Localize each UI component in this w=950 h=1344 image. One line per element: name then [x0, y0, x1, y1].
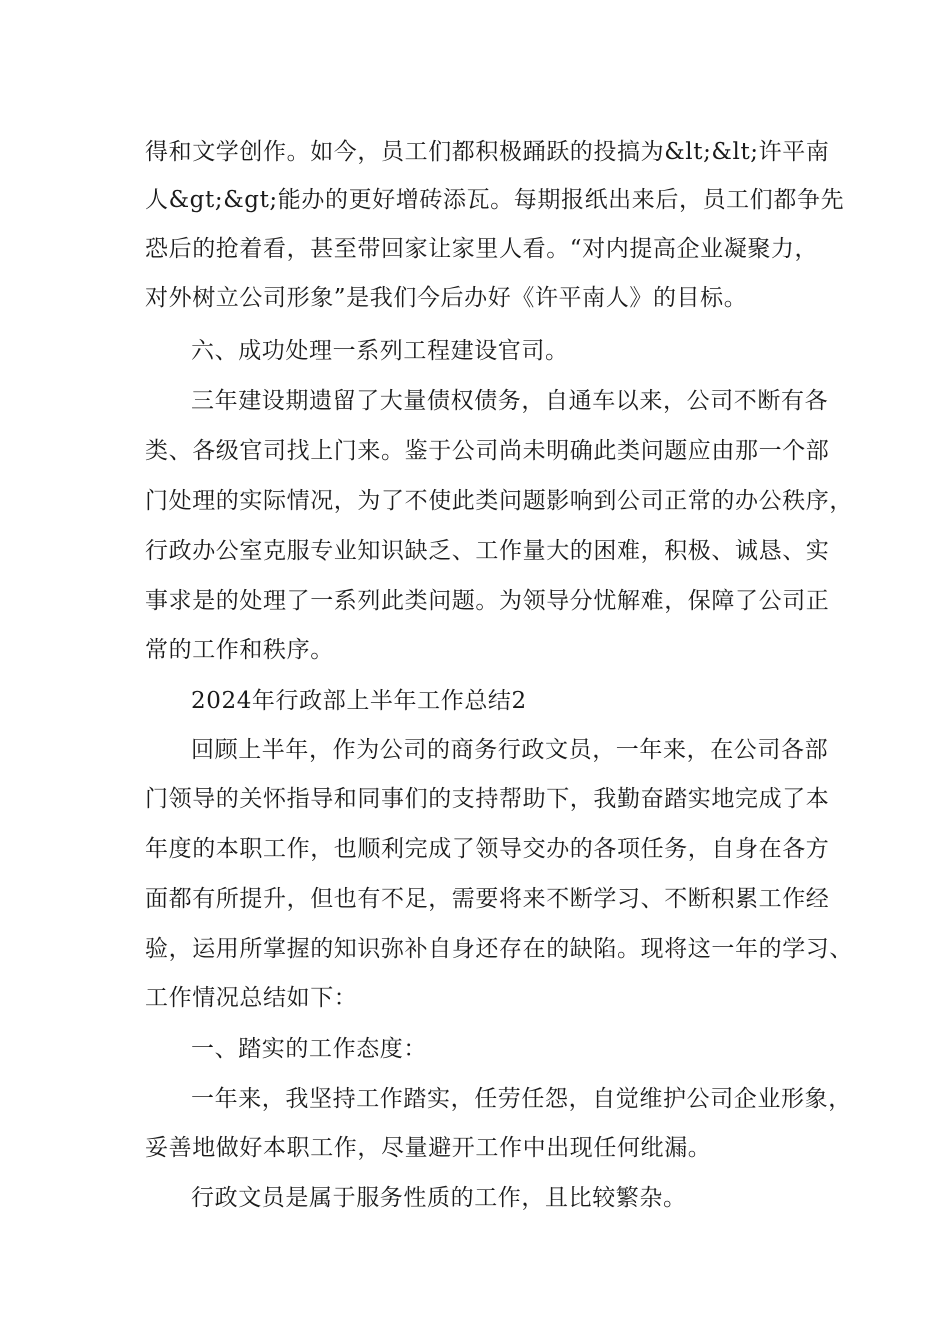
body-text-line: 验，运用所掌握的知识弥补自身还存在的缺陷。现将这一年的学习、 [145, 936, 853, 962]
body-text-line: 恐后的抢着看，甚至带回家让家里人看。“对内提高企业凝聚力， [145, 236, 819, 262]
body-text-line: 行政办公室克服专业知识缺乏、工作量大的困难，积极、诚恳、实 [145, 538, 830, 564]
body-text-line: 面都有所提升，但也有不足，需要将来不断学习、不断积累工作经 [145, 886, 830, 912]
document-title: 2024年行政部上半年工作总结2 [191, 688, 527, 714]
body-text-line: 事求是的处理了一系列此类问题。为领导分忧解难，保障了公司正 [145, 588, 830, 614]
section-heading: 一、踏实的工作态度： [191, 1036, 427, 1062]
body-text-line: 年度的本职工作，也顺利完成了领导交办的各项任务，自身在各方 [145, 836, 830, 862]
body-text-line: 妥善地做好本职工作，尽量避开工作中出现任何纰漏。 [145, 1135, 712, 1161]
body-text-line: 门领导的关怀指导和同事们的支持帮助下，我勤奋踏实地完成了本 [145, 786, 830, 812]
body-text-line: 得和文学创作。如今，员工们都积极踊跃的投搞为&lt;&lt;许平南 [145, 139, 830, 165]
body-text-line: 对外树立公司形象”是我们今后办好《许平南人》的目标。 [145, 285, 748, 311]
body-text-line: 门处理的实际情况，为了不使此类问题影响到公司正常的办公秩序， [145, 488, 853, 514]
body-text-line: 类、各级官司找上门来。鉴于公司尚未明确此类问题应由那一个部 [145, 438, 830, 464]
body-text-line: 行政文员是属于服务性质的工作，且比较繁杂。 [191, 1185, 687, 1211]
section-heading: 六、成功处理一系列工程建设官司。 [191, 338, 569, 364]
body-text-line: 一年来，我坚持工作踏实，任劳任怨，自觉维护公司企业形象， [191, 1086, 852, 1112]
body-text-line: 三年建设期遗留了大量债权债务，自通车以来，公司不断有各 [191, 388, 829, 414]
body-text-line: 常的工作和秩序。 [145, 637, 334, 663]
body-text-line: 回顾上半年，作为公司的商务行政文员，一年来，在公司各部 [191, 737, 829, 763]
body-text-line: 工作情况总结如下： [145, 985, 358, 1011]
body-text-line: 人&gt;&gt;能办的更好增砖添瓦。每期报纸出来后，员工们都争先 [145, 187, 845, 213]
